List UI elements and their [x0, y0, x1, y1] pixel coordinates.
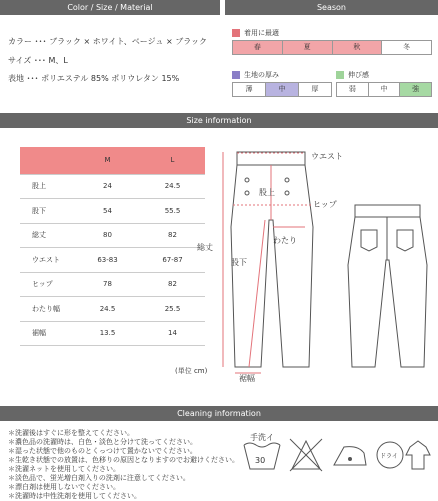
stretch-legend-text: 伸び感: [348, 71, 369, 79]
inseam-label: 股下: [231, 258, 247, 267]
cell-m: 24: [75, 174, 140, 199]
size-table-corner: [20, 147, 75, 174]
back-pants: [348, 205, 427, 367]
size-table: [20, 147, 205, 346]
season-scale: [232, 40, 432, 55]
iron-icon: [334, 447, 366, 465]
cell-m: 80: [75, 223, 140, 248]
cell-m: 63-83: [75, 248, 140, 273]
stretch-legend: [336, 70, 369, 80]
cell-l: 25.5: [140, 297, 205, 322]
table-row: [20, 321, 205, 346]
cell-l: 82: [140, 272, 205, 297]
table-row: [20, 272, 205, 297]
hem-label: 裾幅: [239, 374, 255, 383]
row-label: ヒップ: [20, 272, 75, 297]
size-table-col-l: L: [140, 147, 205, 174]
cell-m: 24.5: [75, 297, 140, 322]
pants-diagram: [197, 135, 438, 383]
stretch-cell-medium: 中: [369, 83, 401, 96]
care-icons: [240, 425, 435, 485]
row-label: わたり幅: [20, 297, 75, 322]
season-header: Season: [225, 0, 438, 15]
season-cell-spring: 春: [233, 41, 283, 54]
stretch-legend-swatch: [336, 71, 344, 79]
thickness-scale: [232, 82, 332, 97]
thickness-cell-medium: 中: [266, 83, 299, 96]
size-header: Size information: [0, 113, 438, 128]
cell-l: 67-87: [140, 248, 205, 273]
table-row: [20, 248, 205, 273]
season-legend-swatch: [232, 29, 240, 37]
cell-m: 78: [75, 272, 140, 297]
row-label: 股下: [20, 199, 75, 224]
stretch-cell-strong: 強: [400, 83, 431, 96]
stretch-cell-weak: 弱: [337, 83, 369, 96]
care-line: ＊濃色品の洗濯時は、白色・淡色と分けて洗ってください。: [8, 438, 197, 446]
material-spec: 表地 ･･･ ポリエステル 85% ポリウレタン 15%: [8, 74, 180, 83]
cell-l: 82: [140, 223, 205, 248]
care-line: ＊生乾き状態での放置は、色移りの原因となりますのでお避けください。: [8, 456, 239, 464]
size-table-col-m: M: [75, 147, 140, 174]
color-spec: カラー ･･･ ブラック × ホワイト、ベージュ × ブラック: [8, 37, 208, 46]
dry-clean-label: ドライ: [380, 453, 398, 460]
hip-label: ヒップ: [313, 200, 337, 209]
care-line: ＊湿った状態で他のものとくっつけて置かないでください。: [8, 447, 197, 455]
size-spec: サイズ ･･･ M、L: [8, 56, 68, 65]
cell-m: 13.5: [75, 321, 140, 346]
wash-temp-label: 30: [255, 456, 266, 465]
stretch-scale: [336, 82, 432, 97]
season-cell-summer: 夏: [283, 41, 333, 54]
season-cell-winter: 冬: [382, 41, 431, 54]
row-label: 股上: [20, 174, 75, 199]
shade-dry-icon: [406, 441, 430, 469]
row-label: 裾幅: [20, 321, 75, 346]
row-label: ウエスト: [20, 248, 75, 273]
size-table-header-row: [20, 147, 205, 174]
care-line: ＊漂白剤は使用しないでください。: [8, 483, 120, 491]
table-row: [20, 199, 205, 224]
thigh-label: わたり: [273, 236, 297, 245]
thickness-legend-text: 生地の厚み: [244, 71, 279, 79]
waist-label: ウエスト: [311, 152, 343, 161]
care-line: ＊淡色品で、蛍光増白剤入りの洗剤に注意してください。: [8, 474, 190, 482]
cell-l: 24.5: [140, 174, 205, 199]
season-legend: [232, 28, 279, 38]
cell-m: 54: [75, 199, 140, 224]
thickness-cell-thin: 薄: [233, 83, 266, 96]
row-label: 総丈: [20, 223, 75, 248]
hand-wash-label: 手洗イ: [250, 433, 274, 442]
care-line: ＊洗濯後はすぐに形を整えてください。: [8, 429, 134, 437]
thickness-legend: [232, 70, 279, 80]
cell-l: 14: [140, 321, 205, 346]
table-row: [20, 174, 205, 199]
care-line: ＊洗濯時は中性洗剤を使用してください。: [8, 492, 141, 500]
table-row: [20, 223, 205, 248]
thickness-cell-thick: 厚: [311, 85, 319, 93]
season-legend-text: 着用に最適: [244, 29, 279, 37]
spec-header: Color / Size / Material: [0, 0, 220, 15]
rise-label: 股上: [259, 188, 275, 197]
cell-l: 55.5: [140, 199, 205, 224]
thickness-legend-swatch: [232, 71, 240, 79]
table-row: [20, 297, 205, 322]
total-length-label: 総丈: [197, 243, 213, 252]
unit-note: (単位 cm): [175, 367, 208, 375]
care-line: ＊洗濯ネットを使用してください。: [8, 465, 120, 473]
cleaning-header: Cleaning information: [0, 406, 438, 421]
no-bleach-icon: [290, 439, 322, 471]
season-cell-autumn: 秋: [333, 41, 383, 54]
